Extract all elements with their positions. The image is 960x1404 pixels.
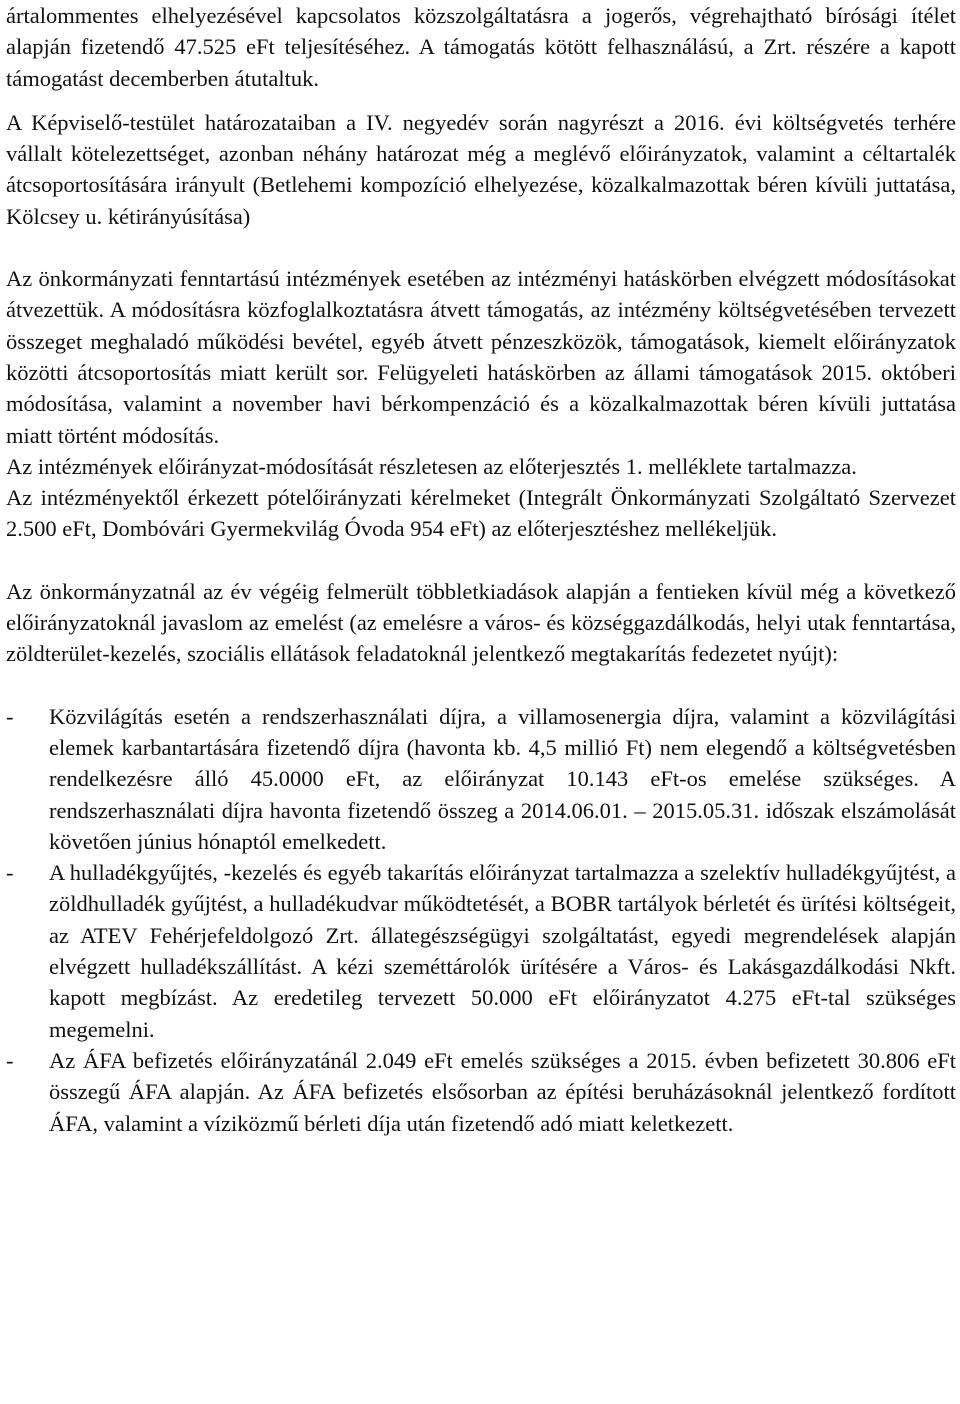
paragraph-appendix-reference: Az intézmények előirányzat-módosítását részletesen az előterjesztés 1. melléklete tartalmazza.: [6, 453, 857, 479]
paragraph-supplementary-requests: Az intézményektől érkezett pótelőirányzati kérelmeket (Integrált Önkormányzati Szolgáltató Szervezet 2.500 eFt, Dombóvári Gyermekvilág Óvoda 954 eFt) az előterjesztéshez mellékeljük.: [6, 485, 956, 542]
paragraph-council-decisions: A Képviselő-testület határozataiban a IV. negyedév során nagyrészt a 2016. évi költségvetés terhére vállalt kötelezettséget, azonban néhány határozat még a meglévő előirányzatok, valamint a céltartalék átcsoportosítására irányult (Betlehemi kompozíció elhelyezése, közalkalmazottak béren kívüli juttatása, Kölcsey u. kétirányúsítása): [6, 109, 956, 229]
bullet-marker: -: [6, 703, 14, 729]
document-page: [6, 0, 956, 1139]
bullet-marker: -: [6, 860, 14, 886]
list-item-text: Közvilágítás esetén a rendszerhasználati díjra, a villamosenergia díjra, valamint a közvilágítási elemek karbantartására fizetendő díjra (havonta kb. 4,5 millió Ft) nem elegendő a költségvetésben rendelkezésre álló 45.0000 eFt, az előirányzat 10.143 eFt-os emelése szükséges. A rendszerhasználati díjra havonta fizetendő összeg a 2014.06.01. – 2015.05.31. időszak elszámolását követően június hónaptól emelkedett.: [49, 703, 956, 854]
list-item-public-lighting: [6, 701, 956, 857]
bullet-marker: -: [6, 1047, 14, 1073]
increase-list: [6, 701, 956, 1139]
list-item-vat-payment: [6, 1045, 956, 1139]
paragraph-support-transfer: ártalommentes elhelyezésével kapcsolatos közszolgáltatásra a jogerős, végrehajtható bírósági ítélet alapján fizetendő 47.525 eFt teljesítéséhez. A támogatás kötött felhasználású, a Zrt. részére a kapott támogatást decemberben átutaltuk.: [6, 3, 956, 91]
list-item-text: A hulladékgyűjtés, -kezelés és egyéb takarítás előirányzat tartalmazza a szelektív hulladékgyűjtést, a zöldhulladék gyűjtést, a hulladékudvar működtetését, a BOBR tartályok bérletét és ürítési költségeit, az ATEV Fehérjefeldolgozó Zrt. állategészségügyi szolgáltatást, egyedi megrendelések alapján elvégzett hulladékszállítást. A kézi szeméttárolók ürítésére a Város- és Lakásgazdálkodási Nkft. kapott megbízást. Az eredetileg tervezett 50.000 eFt előirányzatot 4.275 eFt-tal szükséges megemelni.: [49, 860, 956, 1042]
list-item-text: Az ÁFA befizetés előirányzatánál 2.049 eFt emelés szükséges a 2015. évben befizetett 30.806 eFt összegű ÁFA alapján. Az ÁFA befizetés elsősorban az építési beruházásoknál jelentkező fordított ÁFA, valamint a víziközmű bérleti díja után fizetendő adó miatt keletkezett.: [49, 1047, 956, 1136]
paragraph-additional-expenses-intro: Az önkormányzatnál az év végéig felmerült többletkiadások alapján a fentieken kívül még a következő előirányzatoknál javaslom az emelést (az emelésre a város- és községgazdálkodás, helyi utak fenntartása, zöldterület-kezelés, szociális ellátások feladatoknál jelentkező megtakarítás fedezetet nyújt):: [6, 578, 956, 667]
paragraph-institution-modifications: Az önkormányzati fenntartású intézmények esetében az intézményi hatáskörben elvégzett módosításokat átvezettük. A módosításra közfoglalkoztatásra átvett támogatás, az intézmény költségvetésében tervezett összeget meghaladó működési bevétel, egyéb átvett pénzeszközök, támogatások, kiemelt előirányzatok közötti átcsoportosítás miatt került sor. Felügyeleti hatáskörben az állami támogatások 2015. októberi módosítása, valamint a november havi bérkompenzáció és a közalkalmazottak béren kívüli juttatása miatt történt módosítás.: [6, 266, 956, 448]
list-item-waste-collection: [6, 857, 956, 1045]
